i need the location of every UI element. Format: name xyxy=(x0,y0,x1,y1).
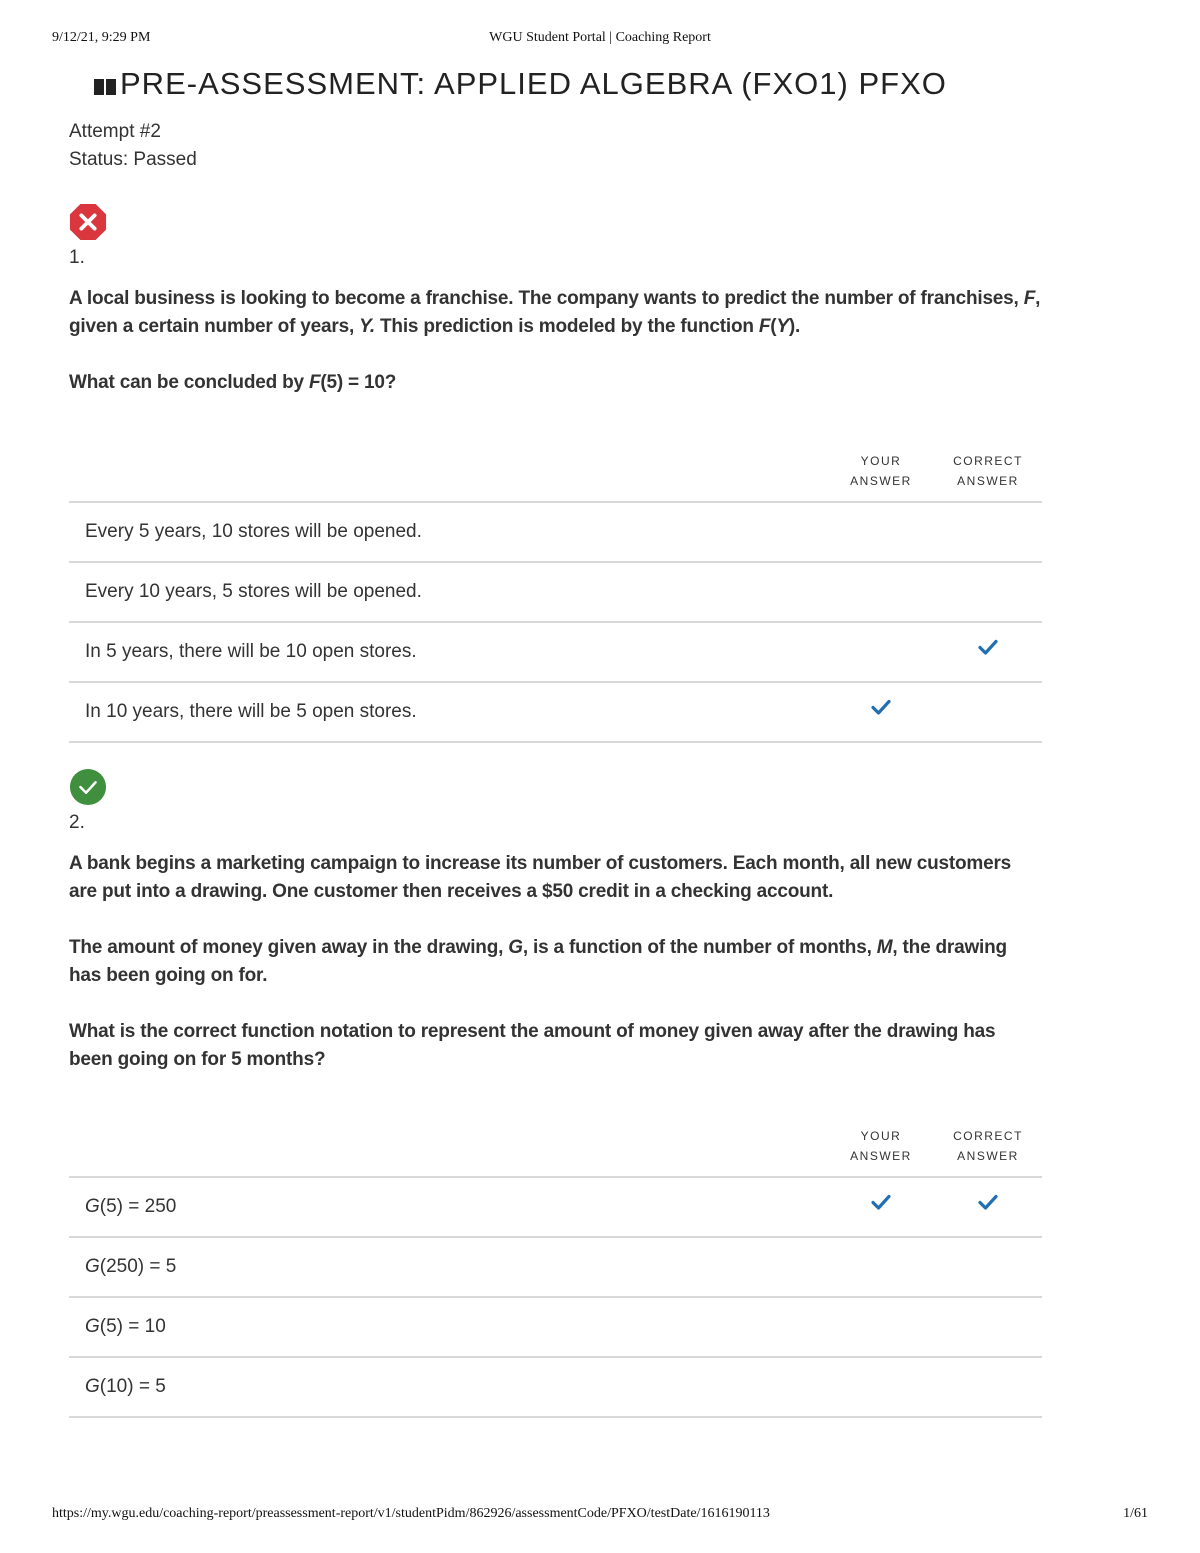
x-icon xyxy=(69,203,107,241)
page-title-text: PRE-ASSESSMENT: APPLIED ALGEBRA (FXO1) PFXO xyxy=(120,66,947,101)
answer-table xyxy=(69,1118,1042,1418)
page-title xyxy=(94,66,947,102)
correct-answer-header: CORRECT ANSWER xyxy=(953,1129,1023,1163)
answer-text: Every 5 years, 10 stores will be opened. xyxy=(85,521,422,542)
print-datetime: 9/12/21, 9:29 PM xyxy=(52,30,151,45)
attempt-number: Attempt #2 xyxy=(69,121,161,142)
attempt-status: Status: Passed xyxy=(69,149,197,170)
question-prompt: A bank begins a marketing campaign to increase its number of customers. Each month, all new customers are put into a drawing. One customer then receives a $50 credit in a checking account. The amount of money given away in the drawing, G, is a function of the number of months, M, the drawing has been going on for. What is the correct function notation to represent the amount of money given away after the drawing has been going on for 5 months? xyxy=(69,853,1012,1070)
check-circle-icon xyxy=(69,768,107,806)
answer-text: G(10) = 5 xyxy=(85,1376,166,1397)
answer-text: In 10 years, there will be 5 open stores. xyxy=(85,701,417,722)
question-number: 1. xyxy=(69,247,85,268)
answer-option xyxy=(69,1238,1042,1298)
question-2 xyxy=(69,768,1042,1418)
answer-option xyxy=(69,1358,1042,1418)
question-number: 2. xyxy=(69,812,85,833)
answer-option xyxy=(69,1298,1042,1358)
answer-text: G(5) = 10 xyxy=(85,1316,166,1337)
correct-answer-check-icon xyxy=(938,1194,1038,1218)
answer-table-header xyxy=(69,1118,1042,1178)
answer-table xyxy=(69,443,1042,743)
answer-text: G(250) = 5 xyxy=(85,1256,177,1277)
print-url: https://my.wgu.edu/coaching-report/preassessment-report/v1/studentPidm/862926/assessmentCode/PFXO/testDate/1616190113 xyxy=(52,1506,770,1521)
your-answer-check-icon xyxy=(831,699,931,723)
your-answer-header: YOUR ANSWER xyxy=(850,454,912,488)
book-icon xyxy=(94,79,116,95)
print-header xyxy=(52,30,1148,50)
correct-answer-header: CORRECT ANSWER xyxy=(953,454,1023,488)
your-answer-check-icon xyxy=(831,1194,931,1218)
question-prompt: A local business is looking to become a franchise. The company wants to predict the number of franchises, F, given a certain number of years, Y. This prediction is modeled by the function F(Y). What can be concluded by F(5) = 10? xyxy=(69,288,1041,393)
attempt-meta xyxy=(69,118,197,174)
your-answer-header: YOUR ANSWER xyxy=(850,1129,912,1163)
answer-option xyxy=(69,623,1042,683)
answer-option xyxy=(69,503,1042,563)
print-page-counter: 1/61 xyxy=(1123,1506,1148,1521)
answer-text: Every 10 years, 5 stores will be opened. xyxy=(85,581,422,602)
answer-option xyxy=(69,1178,1042,1238)
print-page-title: WGU Student Portal | Coaching Report xyxy=(489,30,711,45)
correct-answer-check-icon xyxy=(938,639,1038,663)
print-footer xyxy=(52,1506,1148,1526)
question-1 xyxy=(69,203,1042,743)
answer-table-header xyxy=(69,443,1042,503)
answer-text: G(5) = 250 xyxy=(85,1196,177,1217)
answer-option xyxy=(69,563,1042,623)
answer-option xyxy=(69,683,1042,743)
answer-text: In 5 years, there will be 10 open stores. xyxy=(85,641,417,662)
